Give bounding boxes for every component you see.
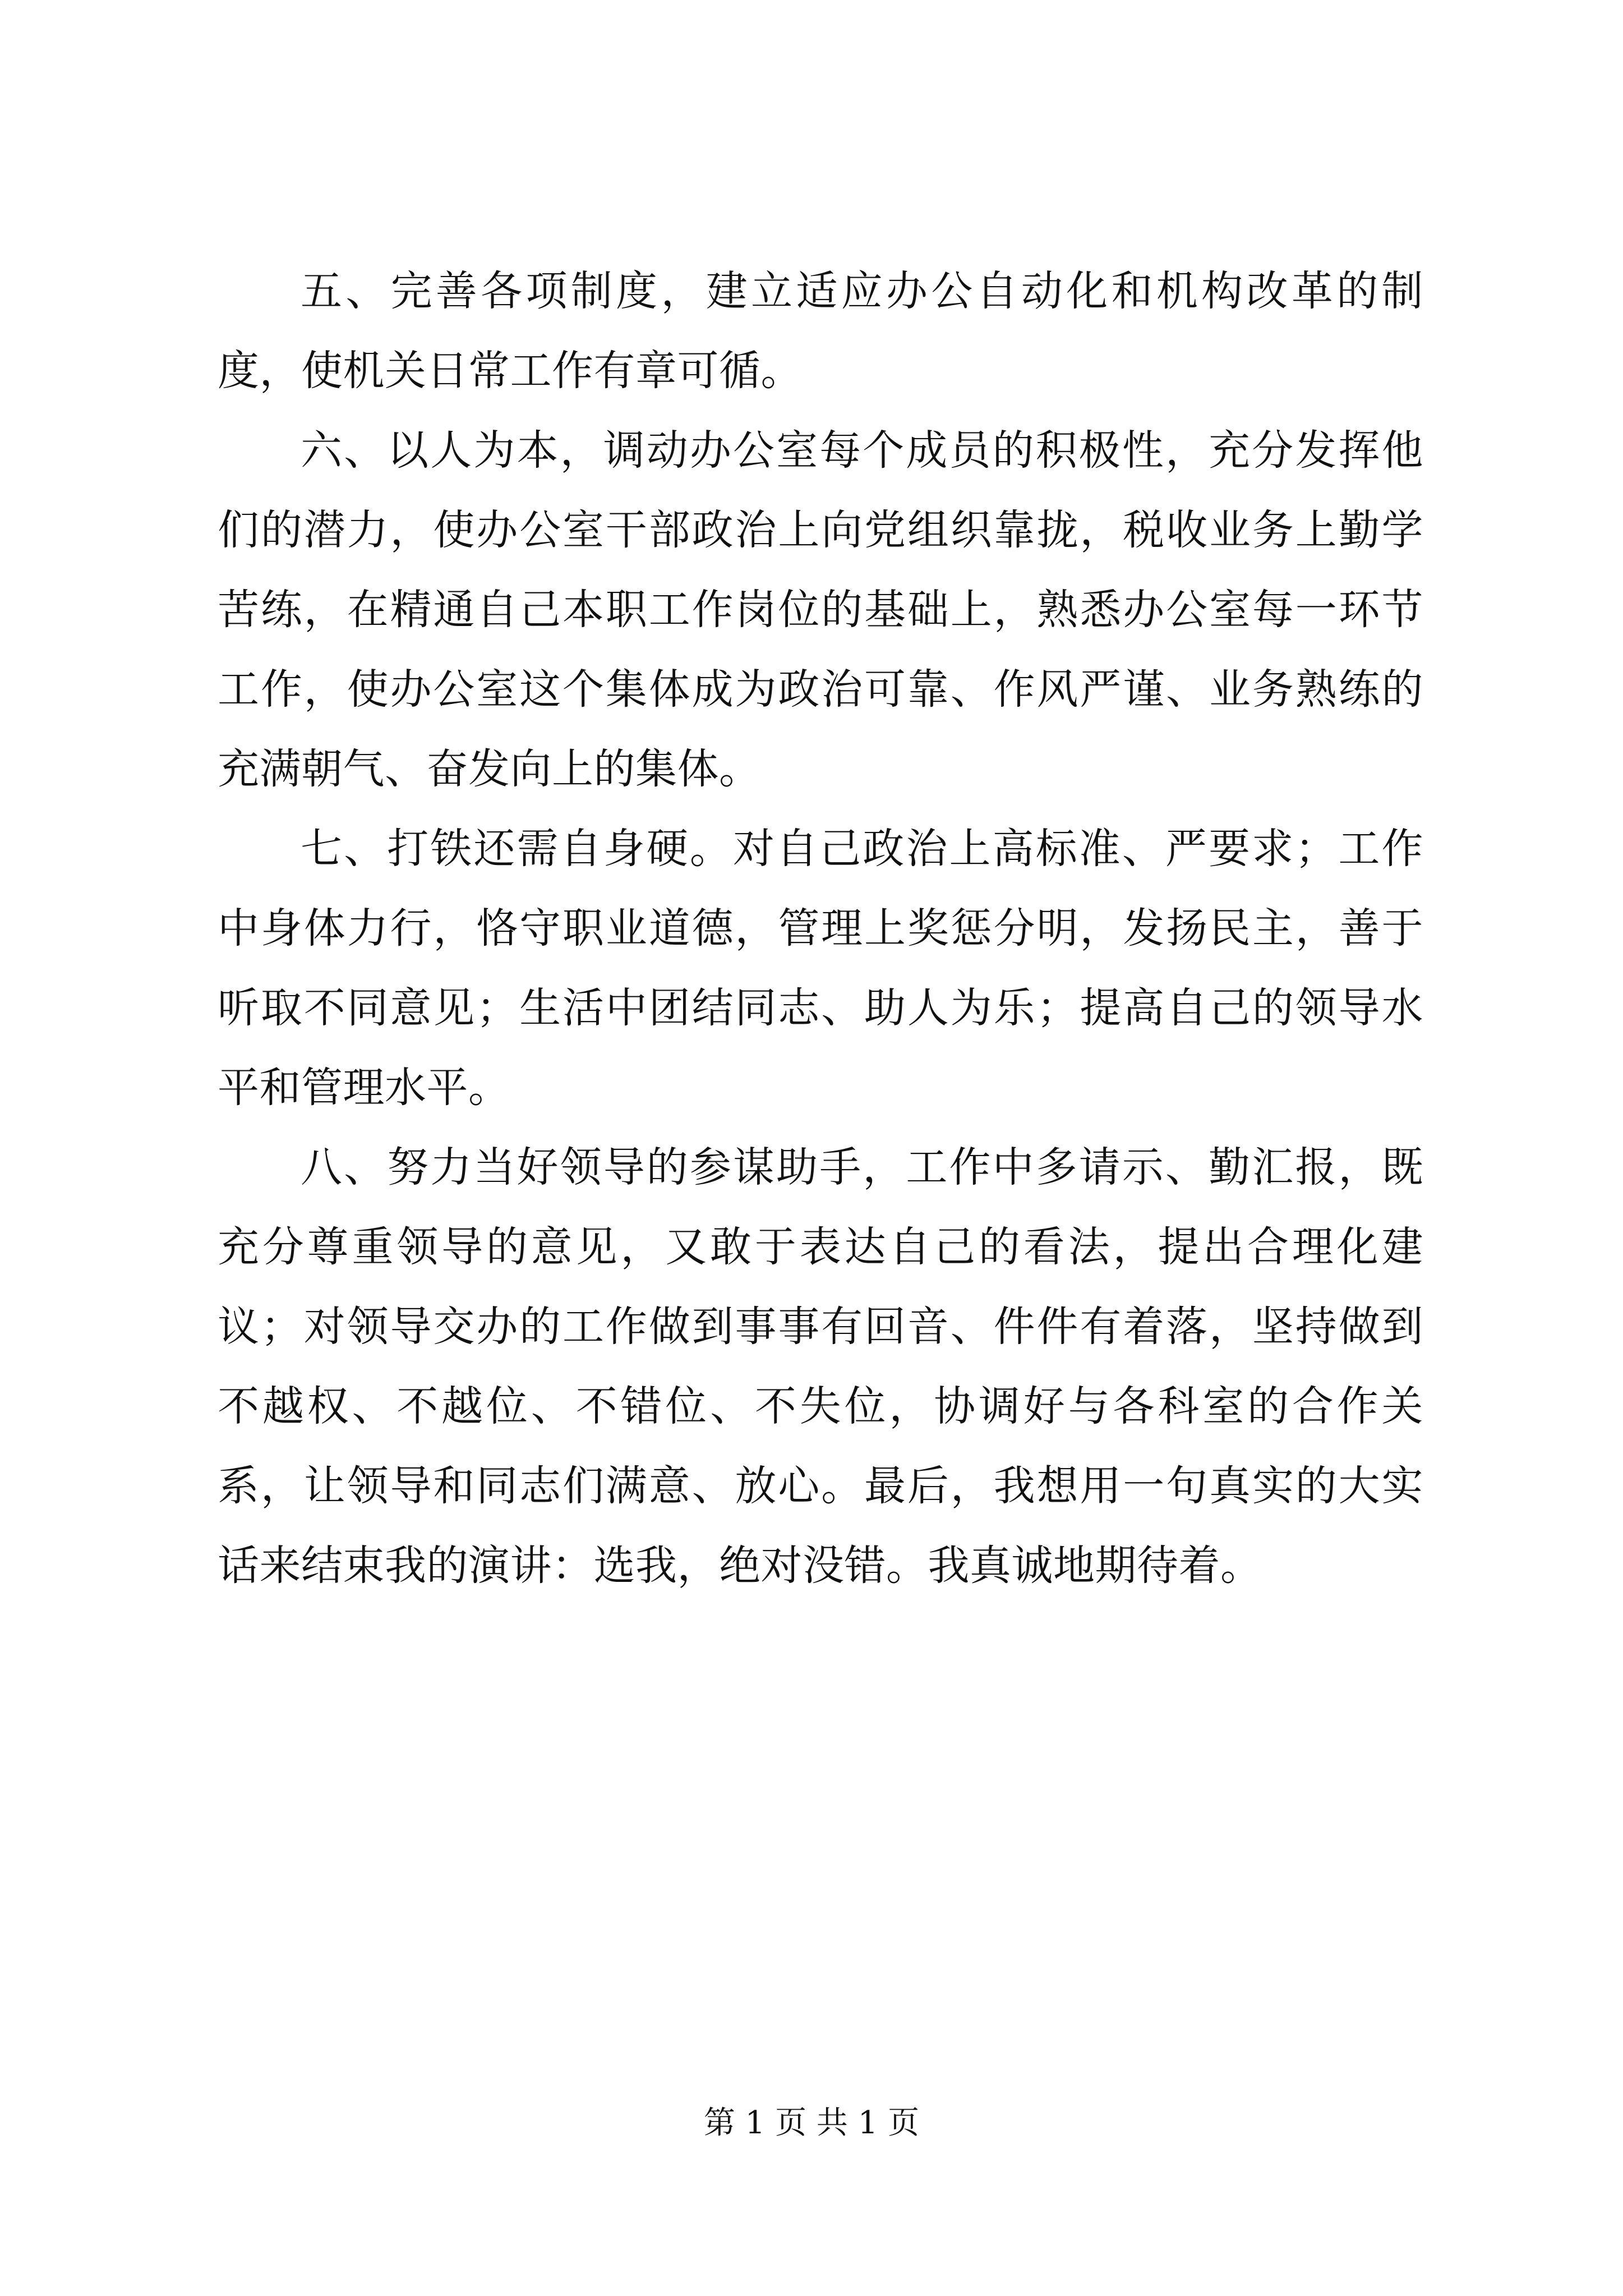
document-body (218, 251, 1423, 1605)
paragraph-6: 六、以人为本，调动办公室每个成员的积极性，充分发挥他们的潜力，使办公室干部政治上向党组织靠拢，税收业务上勤学苦练，在精通自己本职工作岗位的基础上，熟悉办公室每一环节工作，使办公室这个集体成为政治可靠、作风严谨、业务熟练的充满朝气、奋发向上的集体。 (218, 426, 1423, 793)
page-footer: 第 1 页 共 1 页 (703, 2105, 920, 2141)
paragraph-7: 七、打铁还需自身硬。对自己政治上高标准、严要求；工作中身体力行，恪守职业道德，管理上奖惩分明，发扬民主，善于听取不同意见；生活中团结同志、助人为乐；提高自己的领导水平和管理水平。 (218, 825, 1423, 1112)
paragraph-8: 八、努力当好领导的参谋助手，工作中多请示、勤汇报，既充分尊重领导的意见，又敢于表达自己的看法，提出合理化建议；对领导交办的工作做到事事有回音、件件有着落，坚持做到不越权、不越位、不错位、不失位，协调好与各科室的合作关系，让领导和同志们满意、放心。最后，我想用一句真实的大实话来结束我的演讲：选我，绝对没错。我真诚地期待着。 (218, 1143, 1423, 1590)
paragraph-5: 五、完善各项制度，建立适应办公自动化和机构改革的制度，使机关日常工作有章可循。 (218, 267, 1423, 395)
